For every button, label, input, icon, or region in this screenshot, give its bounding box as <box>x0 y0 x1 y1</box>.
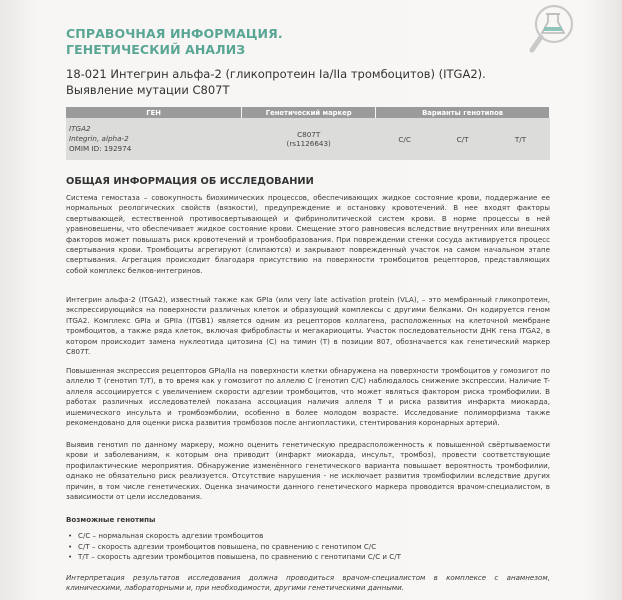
gene-name: Integrin, alpha-2 <box>69 134 129 143</box>
list-item: • С/Т – скорость адгезии тромбоцитов повышена, по сравнению с генотипом С/С <box>66 542 550 553</box>
paragraph-2: Интегрин альфа-2 (ITGA2), известный также как GPIa (или very late activation protein (VLA), – это мембранный гликопротеин, экспрессирующийся на поверхности различных клеток и образующий комплексы с другими белками. Он кодируется геном ITGA2. Комплекс GPIa и GPIIa (ITGB1) является одним из рецепторов коллагена, расположенных на клеточной мембране тромбоцитов, а также ряда клеток, включая фибробласты и мегакариоциты. Участок последовательности ДНК гена ITGA2, в котором происходит замена нуклеотида цитозина (C) на тимин (T) в позиции 807, обозначается как генетический маркер C807T. <box>66 295 550 357</box>
lab-flask-icon <box>520 2 580 58</box>
header-marker: Генетический маркер <box>242 107 376 118</box>
gene-symbol: ITGA2 <box>69 124 91 133</box>
genotypes-title: Возможные генотипы <box>66 515 156 524</box>
title-line-2: ГЕНЕТИЧЕСКИЙ АНАЛИЗ <box>66 42 246 57</box>
marker-cell <box>242 118 376 160</box>
section-title: ОБЩАЯ ИНФОРМАЦИЯ ОБ ИССЛЕДОВАНИИ <box>66 176 314 187</box>
table-row <box>66 118 550 160</box>
genotypes-list <box>66 531 550 563</box>
genotype-ct: C/T <box>434 118 492 160</box>
table-header-row <box>66 107 550 118</box>
test-title-line-2: Выявление мутации C807T <box>66 82 230 97</box>
list-item: • Т/Т – скорость адгезии тромбоцитов повышена, по сравнению с генотипами С/С и С/Т <box>66 552 550 563</box>
paragraph-3: Повышенная экспрессия рецепторов GPIa/IIa на поверхности клетки обнаружена на поверхности тромбоцитов у гомозигот по аллелю T (генотип T/T), в то время как у гомозигот по аллелю C (генотип C/C) наблюдалось снижение экспрессии. Наличие T-аллеля ассоциируется с увеличением скорости адгезии тромбоцитов, что может являться фактором риска тромбофилии. В работах различных исследователей показана ассоциация наличия аллеля T и риска развития инфаркта миокарда, ишемического инсульта и тромбоэмболии, особенно в более молодом возрасте. Исследование полиморфизма также рекомендовано для оценки риска развития тромбозов после ангиопластики, стентирования коронарных артерий. <box>66 366 550 428</box>
marker-rs: (rs1126643) <box>286 139 331 148</box>
paragraph-4: Выявив генотип по данному маркеру, можно оценить генетическую предрасположенность к повышенной свёртываемости крови и заболеваниям, к которым она приводит (инфаркт миокарда, инсульт, тромбоз), провести соответствующие профилактические мероприятия. Обнаружение изменённого генетического варианта повышает вероятность тромбофилии, однако не обязательно риск реализуется. Отсутствие нарушения - не исключает развития тромбофилии вследствие других причин, в том числе генетических. Оценка значимости данного генетического маркера проводится врачом-специалистом, в зависимости от цели исследования. <box>66 440 550 502</box>
page-title <box>66 26 283 58</box>
genotype-cc: C/C <box>376 118 434 160</box>
header-gene: ГЕН <box>66 107 242 118</box>
marker-name: C807T <box>297 130 321 139</box>
footer-note: Интерпретация результатов исследования должна проводиться врачом-специалистом в комплексе с анамнезом, клиническими, лабораторными и, при необходимости, другими генетическими данными. <box>66 573 550 593</box>
gene-cell <box>66 118 242 160</box>
omim-id: OMIM ID: 192974 <box>69 144 132 153</box>
genotype-tt: T/T <box>492 118 550 160</box>
list-item: • С/С – нормальная скорость адгезии тромбоцитов <box>66 531 550 542</box>
gene-table <box>66 107 550 160</box>
paragraph-1: Система гемостаза – совокупность биохимических процессов, обеспечивающих жидкое состояние крови, поддержание ее нормальных реологических свойств (вязкости), предупреждение и остановку кровотечений. В нее входят факторы свертывающей, естественной противосвертывающей и фибринолитической систем крови. В норме процессы в ней уравновешены, что обеспечивает жидкое состояние крови. Смещение этого равновесия вследствие внутренних или внешних факторов может повышать риск кровотечений и тромбообразования. При повреждении стенки сосуда активируется процесс свертывания крови. Тромбоциты агрегируют (слипаются) и закрывают поврежденный участок на самом начальном этапе свертывания. Агрегация происходит благодаря присутствию на поверхности тромбоцитов рецепторов, представляющих собой комплекс белков-интегринов. <box>66 193 550 275</box>
test-title <box>66 67 536 98</box>
test-title-line-1: 18-021 Интегрин альфа-2 (гликопротеин Ia/IIa тромбоцитов) (ITGA2). <box>66 67 486 81</box>
header-genotypes: Варианты генотипов <box>376 107 550 118</box>
title-line-1: СПРАВОЧНАЯ ИНФОРМАЦИЯ. <box>66 26 283 41</box>
